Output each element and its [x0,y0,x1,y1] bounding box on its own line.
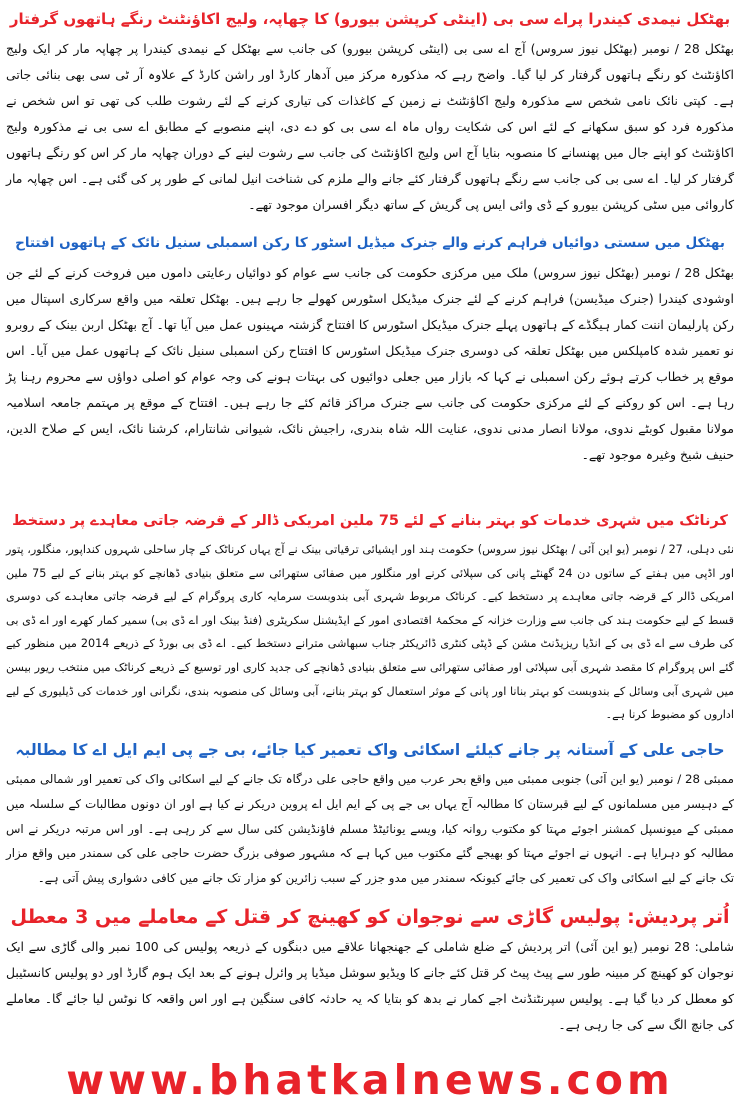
article-2 [6,226,734,468]
article-1 [6,2,734,218]
article-1-headline: بھٹکل نیمدی کیندرا پراے سی بی (اینٹی کرپشن بیورو) کا چھاپہ، ولیج اکاؤنٹنٹ رنگے ہاتھوں گرفتار [9,10,731,28]
article-4-headline: حاجی علی کے آستانہ پر جانے کیلئے اسکائی واک تعمیر کیا جائے، بی جے پی ایم ایل اے کا مطالبہ [15,741,725,759]
article-4 [6,733,734,891]
article-4-body: ممبئی 28 / نومبر (یو این آئی) جنوبی ممبئی میں واقع بحر عرب میں واقع حاجی علی درگاہ تک جانے کے لیے اسکائی واک کی تعمیر اور شمالی ممبئی کے دہیسر میں مسلمانوں کے لیے قبرستان کا مطالبہ آج یہاں بی جے پی کے ایم ایل اے پروین دریکر نے کیا ہے اور ان دونوں مطالبات کے سلسلہ میں ممبئی کے میونسپل کمشنر اجوئے مہتا کو مکتوب روانہ کیا، ویسے یونائیٹڈ مسلم فاؤنڈیشن کئی سال سے کر رہی ہے۔ اور اس مرتبہ دریکر نے اس مطالبہ کو دہرایا ہے۔ انہوں نے اجوئے مہتا کو بھیجے گئے مکتوب میں کہا ہے کہ مشہور صوفی بزرگ حضرت حاجی علی کی سمندر میں واقع مزار تک جانے کے لیے اسکائی واک کی تعمیر کی جائے کیونکہ سمندر میں مدو جزر کے سبب زائرین کو مزار تک جانے میں کافی دشواری پیش آتی ہے۔ [6,772,735,886]
website-footer[interactable]: www.bhatkalnews.com [66,1056,674,1104]
article-5-headline: اُتر پردیش: پولیس گاڑی سے نوجوان کو کھینچ کر قتل کے معاملے میں 3 معطل [10,906,730,928]
article-5-body: شاملی: 28 نومبر (یو این آئی) اتر پردیش کے ضلع شاملی کے جھنجھانا علاقے میں دبنگوں کے ذریعہ پولیس کی 100 نمبر والی گاڑی سے ایک نوجوان کو کھینچ کر مبینہ طور سے پیٹ پیٹ کر قتل کئے جانے کا ویڈیو سوشل میڈیا پر وائرل ہونے کے بعد ایک ہوم گارڈ اور دو پولیس کانسٹیبل کو معطل کر دیا گیا ہے۔ پولیس سپرنٹنڈنٹ اجے کمار نے بدھ کو بتایا کہ یہ حادثہ کافی سنگین ہے اور اس واقعہ کا نوٹس لیا جائے گا۔ معاملے کی جانچ الگ سے کی جا رہی ہے۔ [6,939,734,1032]
article-2-body: بھٹکل 28 / نومبر (بھٹکل نیوز سروس) ملک میں مرکزی حکومت کی جانب سے عوام کو دوائیاں رعایتی داموں میں فروخت کرنے کے لئے جن اوشودی کیندرا (جنرک میڈیسن) فراہم کرنے کے لئے جنرک میڈیکل اسٹورس کھولے جا رہے ہیں۔ بھٹکل تعلقہ میں واقع سرکاری اسپتال میں رکن پارلیمان اننت کمار ہیگڈے کے ہاتھوں پہلے جنرک میڈیکل اسٹورس کا افتتاح گزشتہ مہینوں عمل میں آیا تھا۔ آج بھٹکل اربن بینک کے روبرو نو تعمیر شدہ کامپلکس میں بھٹکل تعلقہ کی دوسری جنرک میڈیکل اسٹورس کا افتتاح رکن اسمبلی سنیل نائک کے ہاتھوں عمل میں آیا۔ اس موقع پر خطاب کرتے ہوئے رکن اسمبلی نے کہا کہ بازار میں جعلی دوائیوں کی بہتات ہونے کی وجہ عوام کو اصلی دواؤں سے محروم رہنا پڑ رہا ہے۔ اس کو روکنے کے لئے مرکزی حکومت کی جانب سے جنرک مراکز قائم کئے جا رہے ہیں۔ افتتاح کے موقع پر مہتمم جامعہ اسلامیہ مولانا مقبول کوبٹے ندوی، مولانا انصار مدنی ندوی، عنایت اللہ شاہ بندری، راجیش نائک، شیوانی شانتارام، کرشنا نائک، ایس کے صلاح الدین، حنیف شیخ وغیرہ موجود تھے۔ [6,265,734,462]
article-5 [6,900,734,1038]
article-3-headline: کرناٹک میں شہری خدمات کو بہتر بنانے کے لئے 75 ملین امریکی ڈالر کے قرضہ جاتی معاہدے پر دستخط [12,513,728,529]
article-3 [6,504,734,727]
article-1-body: بھٹکل 28 / نومبر (بھٹکل نیوز سروس) آج اے سی بی (اینٹی کرپشن بیورو) کی جانب سے بھٹکل کے نیمدی کیندرا پر چھاپہ مار کر ایک ولیج اکاؤنٹنٹ کو رنگے ہاتھوں گرفتار کر لیا گیا۔ واضح رہے کہ مذکورہ مرکز میں آدھار کارڈ اور راشن کارڈ کے علاوہ آر ٹی سی بھی بنائی جاتی ہے۔ کپتی نائک نامی شخص سے مذکورہ ولیج اکاؤنٹنٹ نے زمین کے کاغذات کی تیاری کرنے کے لئے رشوت طلب کی تھی تو اس شخص نے مذکورہ فرد کو سبق سکھانے کے لئے اس کی شکایت رواں ماہ اے سی بی کو دے دی، اپنے منصوبے کے مطابق اے سی بی نے مذکورہ ولیج اکاؤنٹنٹ کو اپنے جال میں پھنسانے کا منصوبہ بنایا آج اس ولیج اکاؤنٹنٹ کی جانب سے رشوت لینے کے دوران چھاپہ مار کر اس کو رنگے ہاتھوں گرفتار کر لیا۔ اے سی بی کی جانب سے رنگے ہاتھوں گرفتار کئے جانے والے ملزم کی شناخت انیل لمانی کے طور پر کی گئی ہے۔ اس چھاپہ مار کاروائی میں سٹی کرپشن بیورو کے ڈی وائی ایس پی گریش کے ساتھ دیگر افسران موجود تھے۔ [6,41,734,212]
article-2-headline: بھٹکل میں سستی دوائیاں فراہم کرنے والے جنرک میڈیل اسٹور کا رکن اسمبلی سنیل نائک کے ہاتھوں افتتاح [15,235,725,251]
article-3-body: نئی دہلی، 27 / نومبر (یو این آئی / بھٹکل نیوز سروس) حکومت ہند اور ایشیائی ترقیاتی بینک نے آج یہاں کرناٹک کے چار ساحلی شہروں کنداپور، منگلور، پتور اور اڈپی میں ہفتے کے ساتوں دن 24 گھنٹے پانی کی سپلائی کرنے اور منگلور میں صفائی ستھرائی سے متعلق بنیادی ڈھانچے کو بہتر بنانے کے لیے 75 ملین امریکی ڈالر کے قرضہ جاتی معاہدے پر دستخط کیے۔ کرناٹک مربوط شہری آبی بندوبست سرمایہ کاری پروگرام کے لیے قرضہ جاتی معاہدے کی دوسری قسط کے لیے حکومت ہند کی جانب سے وزارت خزانہ کے محکمۂ اقتصادی امور کے ایڈیشنل سکریٹری (فنڈ بینک اور اے ڈی بی) سمیر کمار کھرے اور اے ڈی بی کی طرف سے اے ڈی بی کے انڈیا ریزیڈنٹ مشن کے ڈپٹی کنٹری ڈائریکٹر جناب سبھاشی مترانے دستخط کیے۔ اے ڈی بی بورڈ کے ذریعے 2014 میں منظور کیے گئے اس پروگرام کا مقصد شہری آبی سپلائی اور صفائی ستھرائی سے متعلق بنیادی ڈھانچے کی جدید کاری اور توسیع کے ذریعے کرناٹک میں منتخب ریور بیسن میں شہری آبی وسائل کے بندوبست کو بہتر بنانا اور پانی کے موثر استعمال کو بہتر بنانے، آبی وسائل کی منصوبہ بندی، نگرانی اور خدمات کی ڈیلیوری کے لیے اداروں کو مضبوط کرنا ہے۔ [6,543,735,722]
